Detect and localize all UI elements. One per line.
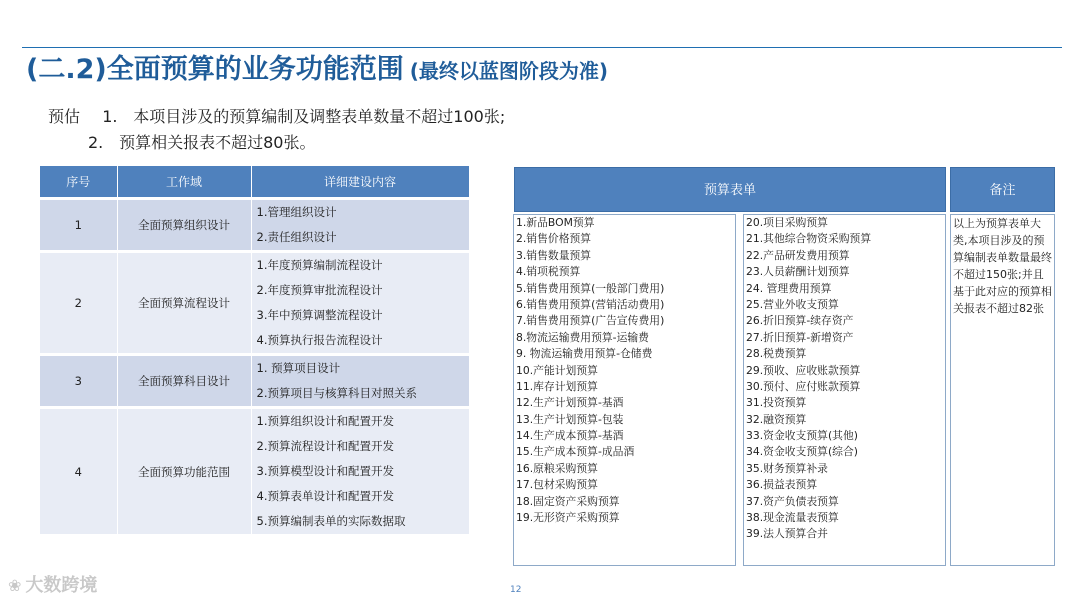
row-seq: 3 <box>40 355 117 408</box>
budget-form-item: 20.项目采购预算 <box>746 216 828 229</box>
budget-forms-header: 预算表单 <box>514 167 946 212</box>
page-title <box>26 52 608 88</box>
row-domain: 全面预算流程设计 <box>117 252 251 355</box>
title-sub: (最终以蓝图阶段为准) <box>409 59 609 83</box>
budget-form-item: 21.其他综合物资采购预算 <box>746 232 872 246</box>
budget-form-item: 31.投资预算 <box>746 396 807 410</box>
estimate-text: 预算相关报表不超过80张。 <box>119 133 316 152</box>
table-row <box>40 408 469 536</box>
budget-form-item: 27.折旧预算-新增资产 <box>746 330 854 344</box>
budget-form-item: 30.预付、应付账款预算 <box>746 379 861 393</box>
budget-form-item: 39.法人预算合并 <box>746 527 828 541</box>
row-seq: 1 <box>40 199 117 252</box>
table-header-row <box>40 166 469 199</box>
detail-item: 1.预算组织设计和配置开发 <box>256 414 394 428</box>
estimate-line-2 <box>88 132 315 154</box>
row-seq: 2 <box>40 252 117 355</box>
detail-item: 1.管理组织设计 <box>256 205 337 219</box>
top-divider <box>22 47 1062 48</box>
row-details <box>251 408 469 536</box>
budget-form-item: 8.物流运输费用预算-运输费 <box>516 330 649 344</box>
budget-form-item: 10.产能计划预算 <box>516 363 598 377</box>
estimate-label: 预估 <box>48 107 81 126</box>
detail-item: 4.预算表单设计和配置开发 <box>256 489 394 503</box>
budget-form-item: 16.原粮采购预算 <box>516 461 598 475</box>
table-row <box>40 355 469 408</box>
remarks-text: 以上为预算表单大类,本项目涉及的预算编制表单数量最终不超过150张;并且基于此对应的预算相关报表不超过82张 <box>953 217 1052 315</box>
row-domain: 全面预算组织设计 <box>117 199 251 252</box>
budget-form-item: 28.税费预算 <box>746 347 807 361</box>
budget-form-item: 24. 管理费用预算 <box>746 281 832 295</box>
title-main: (二.2)全面预算的业务功能范围 <box>26 54 404 85</box>
row-details <box>251 252 469 355</box>
row-domain: 全面预算功能范围 <box>117 408 251 536</box>
budget-forms-list-col1 <box>513 214 736 566</box>
row-seq: 4 <box>40 408 117 536</box>
budget-form-item: 36.损益表预算 <box>746 478 818 492</box>
budget-form-item: 22.产品研发费用预算 <box>746 248 850 262</box>
budget-form-item: 2.销售价格预算 <box>516 232 592 246</box>
budget-form-item: 14.生产成本预算-基酒 <box>516 429 624 443</box>
column-header: 详细建设内容 <box>251 166 469 199</box>
detail-item: 1. 预算项目设计 <box>256 361 341 375</box>
budget-form-item: 26.折旧预算-续存资产 <box>746 314 854 328</box>
row-details <box>251 199 469 252</box>
budget-form-item: 12.生产计划预算-基酒 <box>516 396 624 410</box>
budget-form-item: 1.新品BOM预算 <box>516 216 595 229</box>
budget-form-item: 13.生产计划预算-包装 <box>516 412 624 426</box>
detail-item: 2.预算项目与核算科目对照关系 <box>256 386 417 400</box>
budget-form-item: 15.生产成本预算-成品酒 <box>516 445 635 459</box>
budget-form-item: 5.销售费用预算(一般部门费用) <box>516 281 665 295</box>
detail-item: 3.预算模型设计和配置开发 <box>256 464 394 478</box>
detail-item: 2.年度预算审批流程设计 <box>256 283 383 297</box>
table-row <box>40 199 469 252</box>
budget-form-item: 29.预收、应收账款预算 <box>746 363 861 377</box>
budget-form-item: 33.资金收支预算(其他) <box>746 429 858 443</box>
estimate-text: 本项目涉及的预算编制及调整表单数量不超过100张; <box>133 107 506 126</box>
budget-form-item: 4.销项税预算 <box>516 265 581 279</box>
table-row <box>40 252 469 355</box>
column-header: 序号 <box>40 166 117 199</box>
budget-form-item: 25.营业外收支预算 <box>746 297 839 311</box>
row-domain: 全面预算科目设计 <box>117 355 251 408</box>
detail-item: 5.预算编制表单的实际数据取 <box>256 514 406 528</box>
budget-form-item: 23.人员薪酬计划预算 <box>746 265 850 279</box>
budget-form-item: 11.库存计划预算 <box>516 379 598 393</box>
scope-table <box>40 166 470 537</box>
detail-item: 2.预算流程设计和配置开发 <box>256 439 394 453</box>
budget-forms-list-col2 <box>743 214 946 566</box>
budget-form-item: 9. 物流运输费用预算-仓储费 <box>516 347 653 361</box>
watermark-logo-icon: ❀ <box>8 576 22 595</box>
budget-form-item: 17.包材采购预算 <box>516 478 598 492</box>
estimate-num: 1. <box>102 107 118 126</box>
budget-form-item: 34.资金收支预算(综合) <box>746 445 858 459</box>
page-number: 12 <box>510 585 522 595</box>
budget-form-item: 7.销售费用预算(广告宣传费用) <box>516 314 665 328</box>
detail-item: 1.年度预算编制流程设计 <box>256 258 383 272</box>
budget-form-item: 3.销售数量预算 <box>516 248 592 262</box>
budget-form-item: 6.销售费用预算(营销活动费用) <box>516 297 665 311</box>
budget-form-item: 35.财务预算补录 <box>746 461 828 475</box>
estimate-num: 2. <box>88 133 104 152</box>
budget-form-item: 19.无形资产采购预算 <box>516 511 620 525</box>
budget-form-item: 38.现金流量表预算 <box>746 511 839 525</box>
detail-item: 2.责任组织设计 <box>256 230 337 244</box>
watermark-text: 大数跨境 <box>25 575 98 596</box>
detail-item: 3.年中预算调整流程设计 <box>256 308 383 322</box>
watermark <box>8 572 97 600</box>
row-details <box>251 355 469 408</box>
estimate-line-1 <box>48 106 505 128</box>
remarks-box <box>950 214 1055 566</box>
remarks-header: 备注 <box>950 167 1055 212</box>
budget-form-item: 32.融资预算 <box>746 412 807 426</box>
column-header: 工作域 <box>117 166 251 199</box>
detail-item: 4.预算执行报告流程设计 <box>256 333 383 347</box>
budget-form-item: 18.固定资产采购预算 <box>516 494 620 508</box>
budget-form-item: 37.资产负债表预算 <box>746 494 839 508</box>
